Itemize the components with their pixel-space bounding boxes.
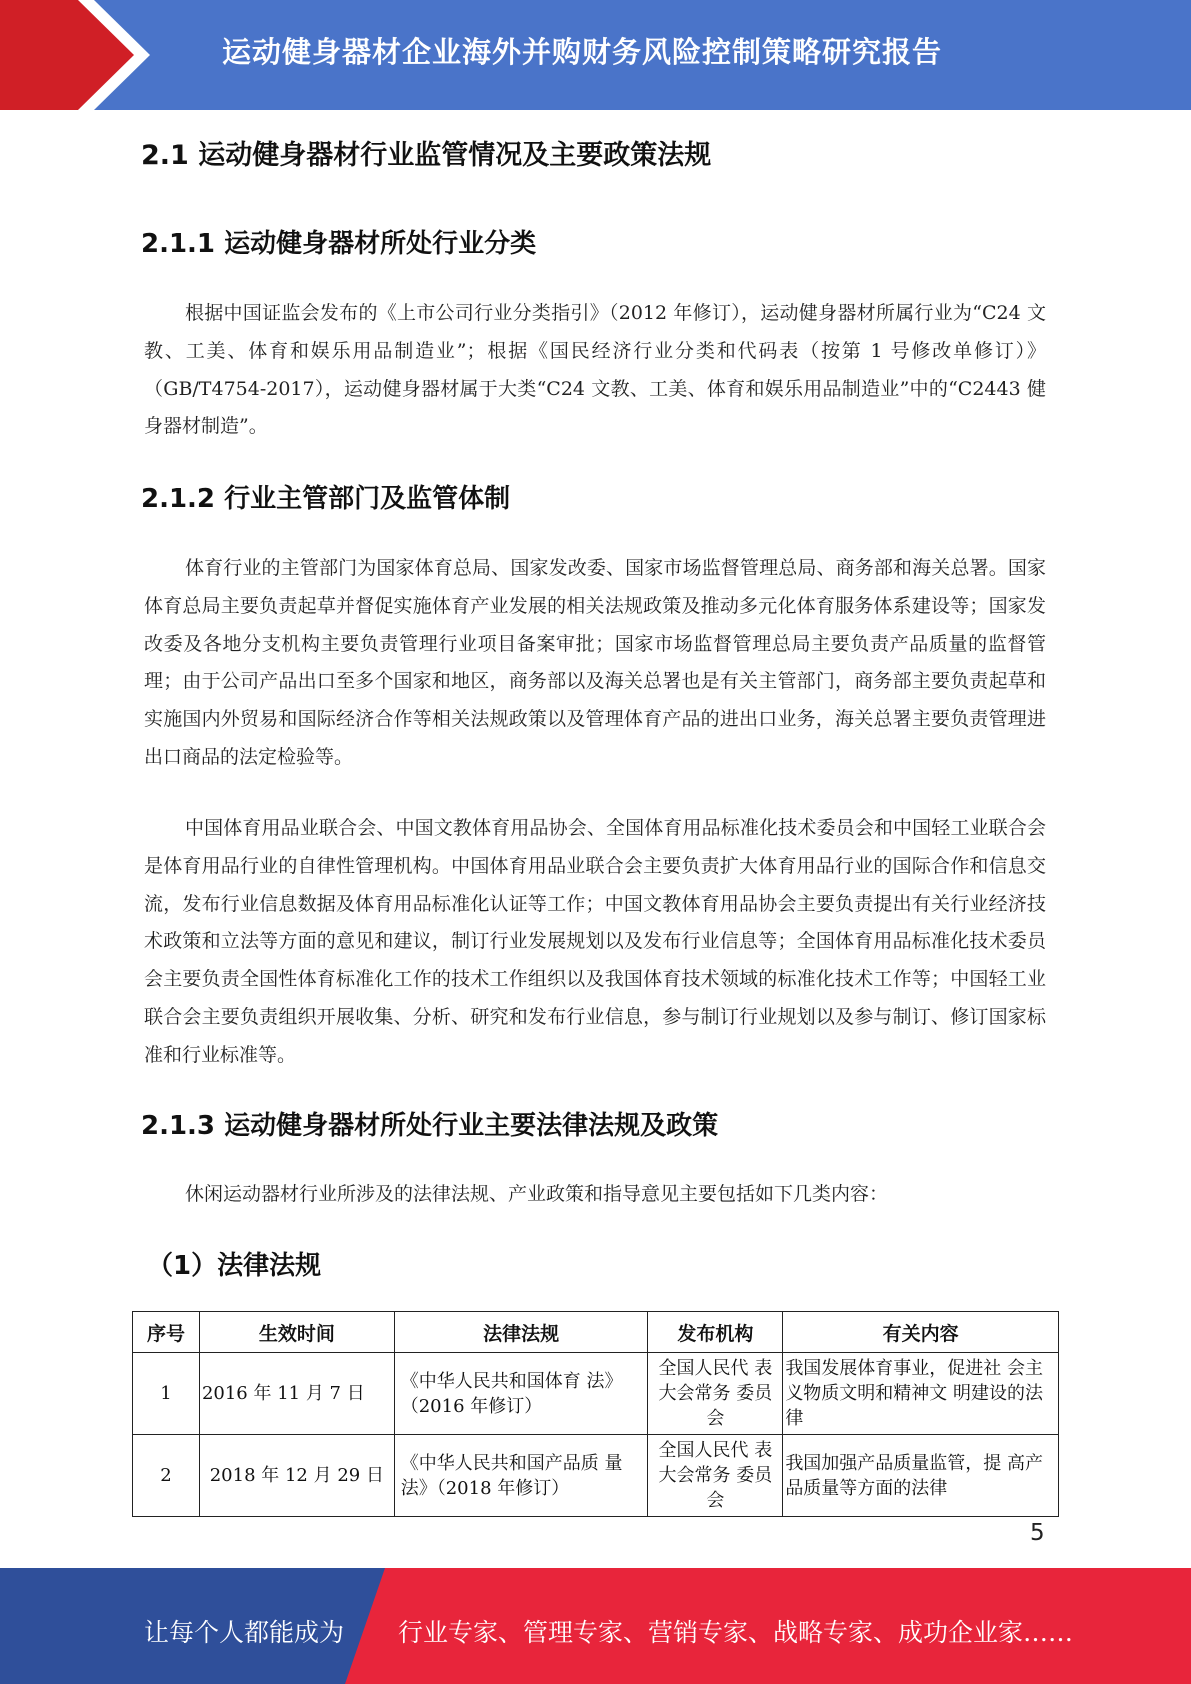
- subheading-laws: （1）法律法规: [147, 1251, 322, 1281]
- cell-law: 《中华人民共和国体育 法》（2016 年修订）: [394, 1353, 648, 1435]
- table-header-row: [133, 1312, 1059, 1353]
- paragraph-self-regulatory-bodies: 中国体育用品业联合会、中国文教体育用品协会、全国体育用品标准化技术委员会和中国轻工业联合会是体育用品行业的自律性管理机构。中国体育用品业联合会主要负责扩大体育用品行业的国际合作和信息交流，发布行业信息数据及体育用品标准化认证等工作；中国文教体育用品协会主要负责提出有关行业经济技术政策和立法等方面的意见和建议，制订行业发展规划以及发布行业信息等；全国体育用品标准化技术委员会主要负责全国性体育标准化工作的技术工作组织以及我国体育技术领域的标准化技术工作等；中国轻工业联合会主要负责组织开展收集、分析、研究和发布行业信息，参与制订行业规划以及参与制订、修订国家标准和行业标准等。: [144, 817, 1046, 1066]
- header-effective-date: 生效时间: [199, 1312, 394, 1353]
- header-law: 法律法规: [394, 1312, 648, 1353]
- paragraph-regulatory-authorities: 体育行业的主管部门为国家体育总局、国家发改委、国家市场监督管理总局、商务部和海关总署。国家体育总局主要负责起草并督促实施体育产业发展的相关法规政策及推动多元化体育服务体系建设等；国家发改委及各地分支机构主要负责管理行业项目备案审批；国家市场监督管理总局主要负责产品质量的监督管理；由于公司产品出口至多个国家和地区，商务部以及海关总署也是有关主管部门，商务部主要负责起草和实施国内外贸易和国际经济合作等相关法规政策以及管理体育产品的进出口业务，海关总署主要负责管理进出口商品的法定检验等。: [144, 557, 1046, 768]
- section-heading-2-1-3: 2.1.3 运动健身器材所处行业主要法律法规及政策: [141, 1111, 719, 1141]
- cell-index: 2: [133, 1435, 200, 1517]
- cell-index: 1: [133, 1353, 200, 1435]
- paragraph-industry-classification: 根据中国证监会发布的《上市公司行业分类指引》（2012 年修订），运动健身器材所属行业为“C24 文教、工美、体育和娱乐用品制造业”；根据《国民经济行业分类和代码表（按第 1 号修改单修订）》（GB/T4754-2017），运动健身器材属于大类“C24 文教、工美、体育和娱乐用品制造业”中的“C2443 健身器材制造”。: [144, 302, 1046, 438]
- cell-law: 《中华人民共和国产品质 量法》（2018 年修订）: [394, 1435, 648, 1517]
- table-row: [133, 1435, 1059, 1517]
- laws-table: [132, 1311, 1059, 1517]
- report-footer: [0, 1568, 1191, 1684]
- report-title: 运动健身器材企业海外并购财务风险控制策略研究报告: [222, 35, 943, 69]
- cell-effective-date: 2018 年 12 月 29 日: [199, 1435, 394, 1517]
- footer-slogan-right: 行业专家、管理专家、营销专家、战略专家、成功企业家……: [398, 1618, 1074, 1647]
- header-issuer: 发布机构: [648, 1312, 783, 1353]
- cell-issuer: 全国人民代 表大会常务 委员会: [648, 1435, 783, 1517]
- footer-slogan-left: 让每个人都能成为: [144, 1618, 345, 1647]
- section-heading-2-1-1: 2.1.1 运动健身器材所处行业分类: [141, 229, 537, 259]
- header-index: 序号: [133, 1312, 200, 1353]
- cell-content: 我国加强产品质量监管，提 高产品质量等方面的法律: [783, 1435, 1059, 1517]
- header-content: 有关内容: [783, 1312, 1059, 1353]
- table-row: [133, 1353, 1059, 1435]
- cell-effective-date: 2016 年 11 月 7 日: [199, 1353, 394, 1435]
- section-heading-2-1-2: 2.1.2 行业主管部门及监管体制: [141, 484, 511, 514]
- section-heading-2-1: 2.1 运动健身器材行业监管情况及主要政策法规: [141, 140, 712, 171]
- paragraph-policy-intro: 休闲运动器材行业所涉及的法律法规、产业政策和指导意见主要包括如下几类内容：: [185, 1183, 889, 1205]
- page-number: 5: [1030, 1520, 1045, 1546]
- cell-issuer: 全国人民代 表大会常务 委员会: [648, 1353, 783, 1435]
- cell-content: 我国发展体育事业，促进社 会主义物质文明和精神文 明建设的法律: [783, 1353, 1059, 1435]
